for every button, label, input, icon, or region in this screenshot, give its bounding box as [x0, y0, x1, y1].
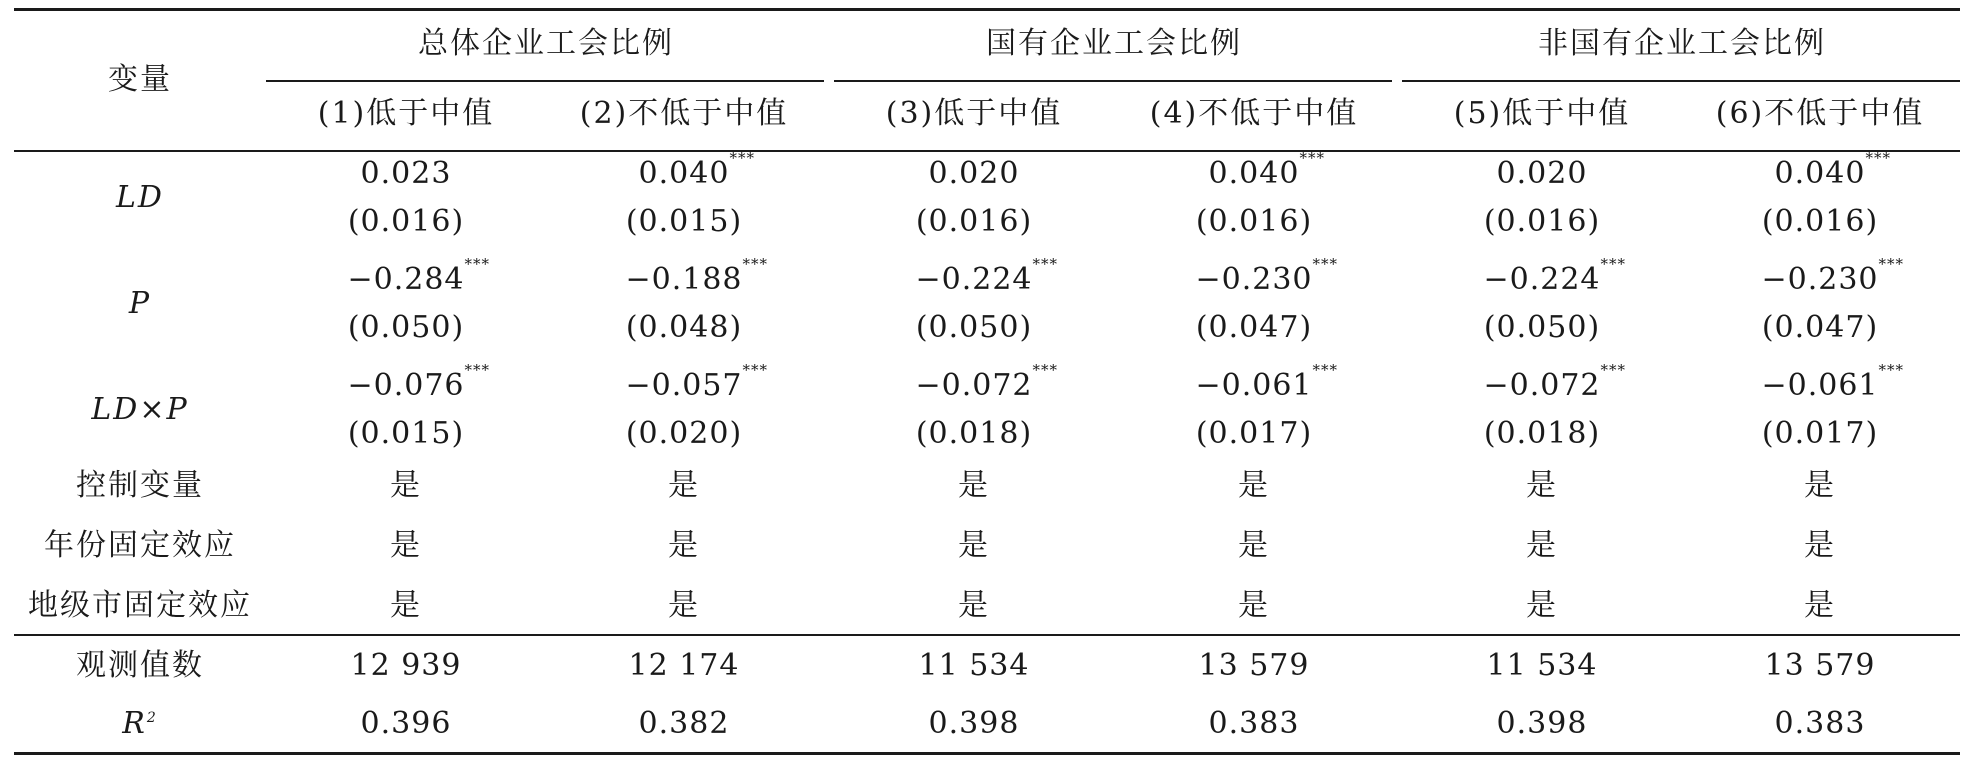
coefficient-cell: [1761, 255, 1905, 297]
control-row-cell: 是: [390, 588, 422, 623]
standard-error-cell: (0.047): [1761, 310, 1879, 345]
stat-row-cell: 0.398: [928, 706, 1020, 741]
stat-row-cell: 11 534: [1486, 648, 1598, 683]
variable-label: LD×P: [91, 392, 189, 427]
table-bottom-rule: [14, 752, 1960, 755]
significance-stars: ***: [1032, 361, 1059, 379]
stat-row-cell: 0.383: [1774, 706, 1866, 741]
column-header: (6)不低于中值: [1715, 96, 1925, 131]
control-row-cell: 是: [1804, 468, 1836, 503]
coefficient-value: −0.230 ***: [1195, 255, 1339, 297]
standard-error-cell: (0.018): [1483, 416, 1601, 451]
control-row-cell: 是: [958, 528, 990, 563]
significance-stars: ***: [1600, 361, 1627, 379]
significance-stars: ***: [742, 255, 769, 273]
stat-row-cell: 0.383: [1208, 706, 1300, 741]
column-header: (5)低于中值: [1453, 96, 1631, 131]
significance-stars: ***: [1312, 361, 1339, 379]
coefficient-cell: [347, 361, 491, 403]
significance-stars: ***: [1600, 255, 1627, 273]
standard-error-cell: (0.050): [347, 310, 465, 345]
column-header: (2)不低于中值: [579, 96, 789, 131]
standard-error-cell: (0.018): [915, 416, 1033, 451]
standard-error-cell: (0.048): [625, 310, 743, 345]
coefficient-value: 0.020: [1496, 156, 1588, 191]
control-row-cell: 是: [668, 588, 700, 623]
group-underline-2: [834, 80, 1392, 82]
stat-row-label: [122, 706, 158, 741]
significance-stars: ***: [1299, 149, 1325, 167]
standard-error-cell: (0.050): [915, 310, 1033, 345]
stat-row-cell: 0.396: [360, 706, 452, 741]
coefficient-cell: [1195, 255, 1339, 297]
coefficient-cell: [915, 255, 1059, 297]
stat-row-cell: 12 174: [628, 648, 740, 683]
significance-stars: ***: [1312, 255, 1339, 273]
group-header-3: 非国有企业工会比例: [1538, 26, 1826, 61]
control-row-cell: 是: [1804, 588, 1836, 623]
control-row-cell: 是: [1526, 588, 1558, 623]
standard-error-cell: (0.016): [1761, 204, 1879, 239]
standard-error-cell: (0.017): [1195, 416, 1313, 451]
coefficient-cell: [347, 255, 491, 297]
standard-error-cell: (0.050): [1483, 310, 1601, 345]
standard-error-cell: (0.016): [1483, 204, 1601, 239]
coefficient-value: 0.020: [928, 156, 1020, 191]
coefficient-cell: [1208, 149, 1325, 191]
control-row-cell: 是: [668, 468, 700, 503]
control-row-cell: 是: [1526, 468, 1558, 503]
significance-stars: ***: [1865, 149, 1891, 167]
coefficient-value: −0.061 ***: [1195, 361, 1339, 403]
stat-row-label: 观测值数: [76, 648, 204, 683]
standard-error-cell: (0.015): [347, 416, 465, 451]
stat-row-cell: 13 579: [1198, 648, 1310, 683]
significance-stars: ***: [1878, 361, 1905, 379]
coefficient-cell: [1496, 156, 1588, 191]
coefficient-value: 0.040 ***: [1774, 149, 1891, 191]
coefficient-cell: [360, 156, 452, 191]
significance-stars: ***: [464, 255, 491, 273]
coefficient-cell: [638, 149, 755, 191]
coefficient-value: −0.230 ***: [1761, 255, 1905, 297]
control-row-label: 年份固定效应: [44, 528, 236, 563]
stat-row-cell: 13 579: [1764, 648, 1876, 683]
variable-label: P: [128, 286, 152, 321]
standard-error-cell: (0.016): [915, 204, 1033, 239]
control-row-label: 地级市固定效应: [28, 588, 252, 623]
stat-row-cell: 11 534: [918, 648, 1030, 683]
significance-stars: ***: [1878, 255, 1905, 273]
coefficient-value: 0.040 ***: [638, 149, 755, 191]
coefficient-cell: [928, 156, 1020, 191]
control-row-cell: 是: [958, 588, 990, 623]
coefficient-value: −0.224 ***: [915, 255, 1059, 297]
coefficient-value: 0.023: [360, 156, 452, 191]
coefficient-value: −0.224 ***: [1483, 255, 1627, 297]
stat-row-cell: 0.382: [638, 706, 730, 741]
stat-row-cell: 0.398: [1496, 706, 1588, 741]
control-row-cell: 是: [1238, 468, 1270, 503]
coefficient-value: −0.284 ***: [347, 255, 491, 297]
control-row-cell: 是: [668, 528, 700, 563]
control-row-cell: 是: [390, 528, 422, 563]
r-squared-exponent: 2: [146, 710, 158, 726]
significance-stars: ***: [464, 361, 491, 379]
coefficient-cell: [625, 361, 769, 403]
coefficient-cell: [1774, 149, 1891, 191]
coefficient-value: −0.057 ***: [625, 361, 769, 403]
group-header-1: 总体企业工会比例: [418, 26, 674, 61]
standard-error-cell: (0.016): [1195, 204, 1313, 239]
standard-error-cell: (0.047): [1195, 310, 1313, 345]
coefficient-value: −0.188 ***: [625, 255, 769, 297]
coefficient-value: −0.072 ***: [1483, 361, 1627, 403]
coefficient-cell: [1483, 255, 1627, 297]
table-stats-rule: [14, 634, 1960, 636]
coefficient-cell: [1761, 361, 1905, 403]
variable-label: LD: [116, 180, 164, 215]
significance-stars: ***: [729, 149, 755, 167]
column-header: (4)不低于中值: [1149, 96, 1359, 131]
table-top-rule: [14, 8, 1960, 11]
control-row-cell: 是: [1526, 528, 1558, 563]
control-row-cell: 是: [390, 468, 422, 503]
control-row-cell: 是: [1238, 528, 1270, 563]
coefficient-cell: [915, 361, 1059, 403]
r-squared-symbol: R: [122, 706, 147, 741]
standard-error-cell: (0.016): [347, 204, 465, 239]
column-header: (1)低于中值: [317, 96, 495, 131]
coefficient-cell: [1195, 361, 1339, 403]
standard-error-cell: (0.017): [1761, 416, 1879, 451]
standard-error-cell: (0.020): [625, 416, 743, 451]
control-row-label: 控制变量: [76, 468, 204, 503]
group-underline-3: [1402, 80, 1960, 82]
control-row-cell: 是: [1804, 528, 1836, 563]
stat-row-cell: 12 939: [350, 648, 462, 683]
group-underline-1: [266, 80, 824, 82]
table-header-rule: [14, 150, 1960, 152]
coefficient-cell: [1483, 361, 1627, 403]
group-header-2: 国有企业工会比例: [986, 26, 1242, 61]
coefficient-cell: [625, 255, 769, 297]
coefficient-value: 0.040 ***: [1208, 149, 1325, 191]
variable-header: 变量: [108, 62, 172, 97]
control-row-cell: 是: [1238, 588, 1270, 623]
coefficient-value: −0.061 ***: [1761, 361, 1905, 403]
coefficient-value: −0.076 ***: [347, 361, 491, 403]
coefficient-value: −0.072 ***: [915, 361, 1059, 403]
standard-error-cell: (0.015): [625, 204, 743, 239]
significance-stars: ***: [742, 361, 769, 379]
significance-stars: ***: [1032, 255, 1059, 273]
column-header: (3)低于中值: [885, 96, 1063, 131]
control-row-cell: 是: [958, 468, 990, 503]
